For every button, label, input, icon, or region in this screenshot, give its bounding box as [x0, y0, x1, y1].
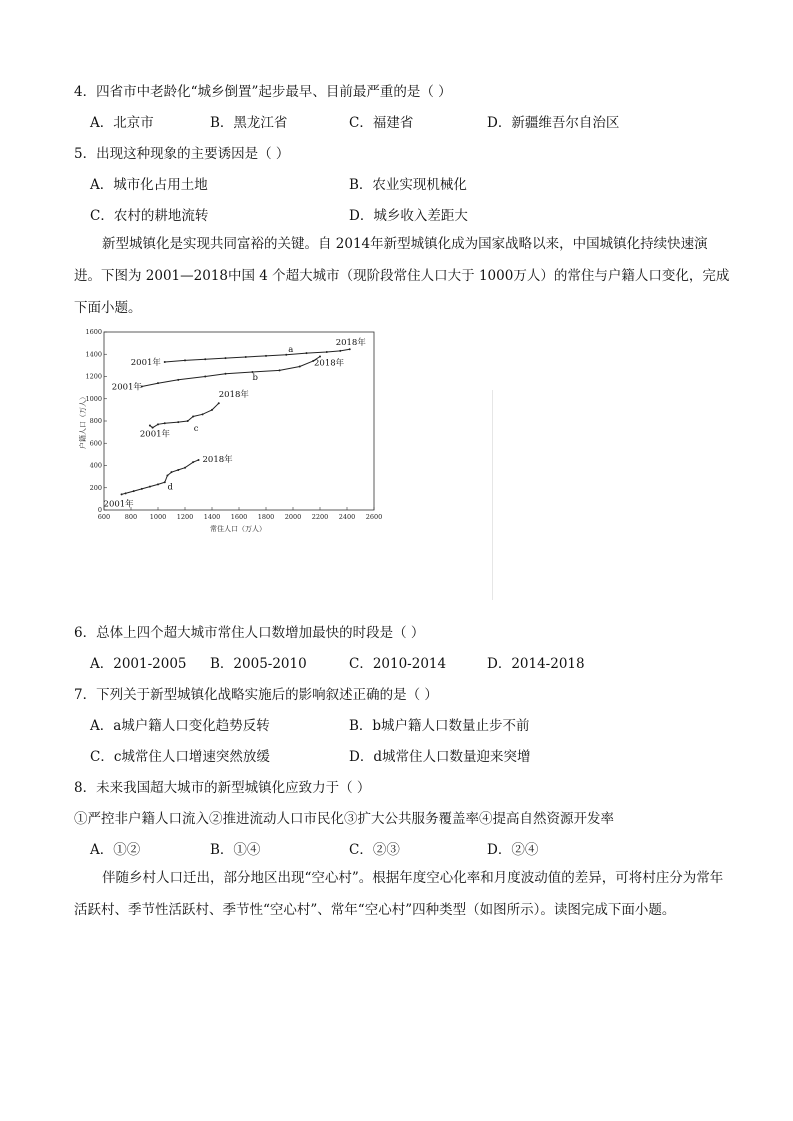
- x-tick-label: 1200: [176, 513, 194, 521]
- x-tick-label: 2200: [311, 513, 329, 521]
- passage-new-urbanization: 新型城镇化是实现共同富裕的关键。自 2014年新型城镇化成为国家战略以来，中国城镇化持续快速演进。下图为 2001—2018中国 4 个超大城市（现阶段常住人口大于 1000万人）的常住与户籍人口变化，完成下面小题。: [74, 236, 730, 316]
- series-d-line: [122, 460, 199, 495]
- series-c-point: [218, 402, 220, 404]
- series-b-end-label: 2018年: [314, 358, 345, 369]
- x-tick-label: 1800: [257, 513, 275, 521]
- series-b-point: [319, 355, 321, 357]
- y-tick-label: 0: [97, 506, 102, 514]
- series-a-point: [204, 358, 206, 360]
- y-tick-label: 200: [89, 483, 102, 492]
- series-c-point: [202, 413, 204, 415]
- series-b-line: [142, 357, 320, 387]
- x-tick-label: 800: [124, 513, 138, 521]
- x-tick-label: 1600: [230, 513, 248, 521]
- x-tick-label: 1400: [203, 513, 221, 521]
- q7-option-c: C．c城常住人口增速突然放缓: [90, 749, 270, 765]
- series-d-point: [121, 493, 123, 495]
- q6-stem: 6．总体上四个超大城市常住人口数增加最快的时段是（ ）: [74, 625, 425, 641]
- series-b-point: [225, 373, 227, 375]
- q6-option-d: D．2014-2018: [487, 656, 585, 672]
- series-c-point: [149, 424, 151, 426]
- series-c-end-label: 2018年: [218, 390, 249, 401]
- x-tick-label: 1000: [149, 513, 167, 521]
- series-d-point: [125, 492, 127, 494]
- series-d-name-label: d: [167, 482, 173, 493]
- series-c-line: [150, 403, 219, 428]
- y-tick-label: 1400: [85, 350, 102, 359]
- q8-stem: 8．未来我国超大城市的新型城镇化应致力于（ ）: [74, 780, 371, 796]
- series-d-point: [166, 475, 168, 477]
- series-a-point: [306, 352, 308, 354]
- x-axis-label: 常住人口（万人）: [210, 525, 266, 533]
- series-c-point: [211, 409, 213, 411]
- series-d-end-label: 2018年: [202, 454, 233, 465]
- series-b-point: [204, 376, 206, 378]
- q7-option-a: A．a城户籍人口变化趋势反转: [90, 718, 270, 734]
- q5-option-b: B．农业实现机械化: [349, 177, 467, 193]
- q6-option-a: A．2001-2005: [90, 656, 187, 672]
- y-tick-label: 1000: [85, 394, 102, 403]
- series-c-point: [177, 421, 179, 423]
- series-b-name-label: b: [252, 373, 258, 384]
- q4-stem: 4．四省市中老龄化“城乡倒置”起步最早、目前最严重的是（ ）: [74, 84, 452, 100]
- q8-option-a: A．①②: [90, 842, 141, 858]
- series-d-point: [192, 461, 194, 463]
- series-d-point: [141, 488, 143, 490]
- series-a-point: [245, 356, 247, 358]
- y-tick-label: 800: [89, 417, 102, 425]
- q5-option-a: A．城市化占用土地: [90, 177, 208, 193]
- x-tick-label: 2000: [284, 513, 302, 521]
- q7-option-b: B．b城户籍人口数量止步不前: [349, 718, 530, 734]
- q4-option-c: C．福建省: [349, 115, 414, 131]
- q8-choices: ①严控非户籍人口流入②推进流动人口市民化③扩大公共服务覆盖率④提高自然资源开发率: [74, 811, 614, 827]
- series-d-point: [149, 486, 151, 488]
- series-d-start-label: 2001年: [103, 499, 134, 510]
- series-d-point: [198, 459, 200, 461]
- population-chart: [80, 326, 390, 536]
- series-a-end-label: 2018年: [335, 338, 366, 349]
- series-a-point: [164, 361, 166, 363]
- series-a-start-label: 2001年: [130, 358, 161, 369]
- q6-option-c: C．2010-2014: [349, 656, 447, 672]
- q8-option-c: C．②③: [349, 842, 400, 858]
- q4-option-a: A．北京市: [90, 115, 154, 131]
- series-c-point: [164, 422, 166, 424]
- y-tick-label: 400: [89, 461, 102, 470]
- series-c-point: [157, 423, 159, 425]
- series-d-point: [177, 469, 179, 471]
- y-tick-label: 1600: [85, 328, 102, 336]
- x-tick-label: 2400: [338, 513, 356, 521]
- series-c-point: [187, 420, 189, 422]
- x-tick-label: 600: [97, 513, 111, 521]
- series-a-point: [225, 357, 227, 359]
- scan-artifact-line: [492, 390, 493, 600]
- series-c-start-label: 2001年: [139, 429, 171, 440]
- series-d-point: [171, 471, 173, 473]
- q6-option-b: B．2005-2010: [210, 656, 307, 672]
- q5-option-c: C．农村的耕地流转: [90, 208, 209, 224]
- series-a-point: [326, 351, 328, 353]
- y-tick-label: 600: [89, 439, 102, 448]
- series-b-point: [279, 369, 281, 371]
- q5-stem: 5．出现这种现象的主要诱因是（ ）: [74, 146, 290, 162]
- q4-option-d: D．新疆维吾尔自治区: [487, 115, 620, 131]
- q4-option-b: B．黑龙江省: [210, 115, 288, 131]
- series-b-point: [157, 382, 159, 384]
- q8-option-d: D．②④: [487, 842, 539, 858]
- series-d-point: [157, 483, 159, 485]
- series-c-point: [152, 427, 154, 429]
- series-b-point: [299, 365, 301, 367]
- series-a-point: [265, 355, 267, 357]
- series-a-point: [184, 359, 186, 361]
- series-c-point: [192, 416, 194, 418]
- series-a-point: [285, 354, 287, 356]
- series-a-name-label: a: [288, 344, 294, 355]
- series-a-point: [339, 350, 341, 352]
- series-d-point: [133, 490, 135, 492]
- series-d-point: [184, 467, 186, 469]
- series-d-point: [164, 481, 166, 483]
- q5-option-d: D．城乡收入差距大: [349, 208, 468, 224]
- q8-option-b: B．①④: [210, 842, 261, 858]
- y-axis-label: 户籍人口（万人）: [79, 393, 87, 449]
- series-b-point: [177, 379, 179, 381]
- y-tick-label: 1200: [85, 372, 102, 381]
- q7-stem: 7．下列关于新型城镇化战略实施后的影响叙述正确的是（ ）: [74, 687, 438, 703]
- passage-hollow-villages: 伴随乡村人口迁出，部分地区出现“空心村”。根据年度空心化率和月度波动值的差异，可将村庄分为常年活跃村、季节性活跃村、季节性“空心村”、常年“空心村”四种类型（如图所示）。读图完成下面小题。: [74, 870, 724, 918]
- x-tick-label: 2600: [365, 513, 383, 521]
- series-c-name-label: c: [193, 424, 199, 434]
- series-a-point: [349, 348, 351, 350]
- series-b-start-label: 2001年: [111, 382, 142, 393]
- q7-option-d: D．d城常住人口数量迎来突增: [349, 749, 531, 765]
